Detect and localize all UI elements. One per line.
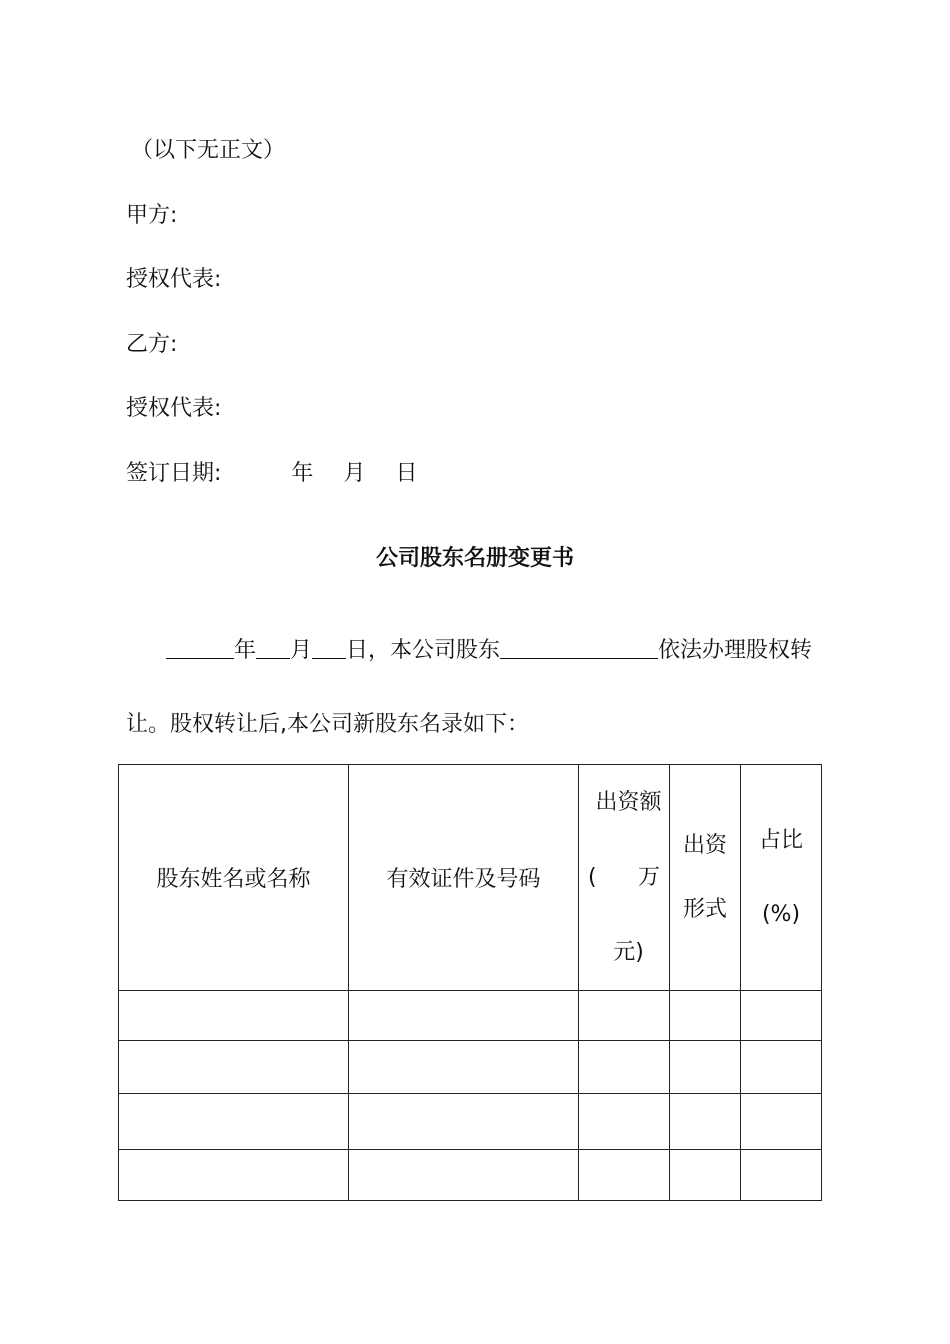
cell-form[interactable] bbox=[670, 1041, 741, 1094]
shareholder-blank[interactable] bbox=[500, 636, 658, 659]
table-row bbox=[119, 1041, 822, 1094]
table-header-row bbox=[119, 765, 822, 991]
year-blank[interactable] bbox=[166, 636, 234, 659]
header-amount-unit: 万 bbox=[637, 865, 660, 890]
table-row bbox=[119, 991, 822, 1041]
para-day-text: 日，本公司股东 bbox=[346, 638, 501, 663]
cell-form[interactable] bbox=[670, 1094, 741, 1150]
transfer-paragraph-line-1 bbox=[166, 636, 812, 666]
header-amount-open: ( bbox=[588, 865, 597, 890]
cell-ratio[interactable] bbox=[741, 1041, 822, 1094]
party-b-label: 乙方: bbox=[126, 332, 178, 357]
table-row bbox=[119, 1150, 822, 1201]
cell-amount[interactable] bbox=[579, 1041, 670, 1094]
document-title: 公司股东名册变更书 bbox=[375, 546, 574, 571]
header-ratio-line-1: 占比 bbox=[758, 827, 803, 853]
month-blank[interactable] bbox=[256, 636, 290, 659]
para-month: 月 bbox=[290, 638, 313, 663]
cell-name[interactable] bbox=[119, 1094, 349, 1150]
day-blank[interactable] bbox=[312, 636, 346, 659]
cell-id[interactable] bbox=[349, 1150, 579, 1201]
header-amount-line-2 bbox=[588, 840, 660, 915]
signing-date-label: 签订日期: bbox=[126, 461, 222, 486]
cell-form[interactable] bbox=[670, 991, 741, 1041]
para-year: 年 bbox=[234, 638, 257, 663]
header-capital-amount bbox=[579, 765, 670, 991]
cell-ratio[interactable] bbox=[741, 1094, 822, 1150]
header-share-ratio bbox=[741, 765, 822, 991]
signing-date-year: 年 bbox=[291, 461, 314, 486]
header-capital-form bbox=[670, 765, 741, 991]
cell-name[interactable] bbox=[119, 991, 349, 1041]
cell-amount[interactable] bbox=[579, 1094, 670, 1150]
cell-ratio[interactable] bbox=[741, 1150, 822, 1201]
table-row bbox=[119, 1094, 822, 1150]
party-b-representative-label: 授权代表: bbox=[126, 396, 222, 421]
signing-date-day: 日 bbox=[395, 461, 418, 486]
cell-id[interactable] bbox=[349, 1094, 579, 1150]
cell-form[interactable] bbox=[670, 1150, 741, 1201]
header-form-line-1: 出资 bbox=[682, 832, 727, 858]
para-tail: 依法办理股权转 bbox=[658, 638, 813, 663]
cell-ratio[interactable] bbox=[741, 991, 822, 1041]
transfer-paragraph-line-2: 让。股权转让后,本公司新股东名录如下： bbox=[126, 712, 529, 737]
party-a-label: 甲方: bbox=[126, 203, 178, 228]
header-ratio-line-2: (%) bbox=[761, 901, 801, 927]
header-shareholder-name: 股东姓名或名称 bbox=[119, 765, 349, 991]
header-amount-line-3: 元) bbox=[613, 940, 644, 965]
header-form-line-2: 形式 bbox=[682, 896, 727, 922]
cell-name[interactable] bbox=[119, 1041, 349, 1094]
signing-date-line bbox=[126, 459, 417, 489]
cell-amount[interactable] bbox=[579, 991, 670, 1041]
no-further-text-note: （以下无正文） bbox=[131, 138, 286, 163]
header-id-document: 有效证件及号码 bbox=[349, 765, 579, 991]
cell-name[interactable] bbox=[119, 1150, 349, 1201]
shareholder-register-table bbox=[118, 764, 822, 1201]
party-a-representative-label: 授权代表: bbox=[126, 267, 222, 292]
cell-amount[interactable] bbox=[579, 1150, 670, 1201]
signing-date-month: 月 bbox=[343, 461, 366, 486]
header-amount-line-1: 出资额 bbox=[595, 790, 662, 815]
cell-id[interactable] bbox=[349, 1041, 579, 1094]
cell-id[interactable] bbox=[349, 991, 579, 1041]
